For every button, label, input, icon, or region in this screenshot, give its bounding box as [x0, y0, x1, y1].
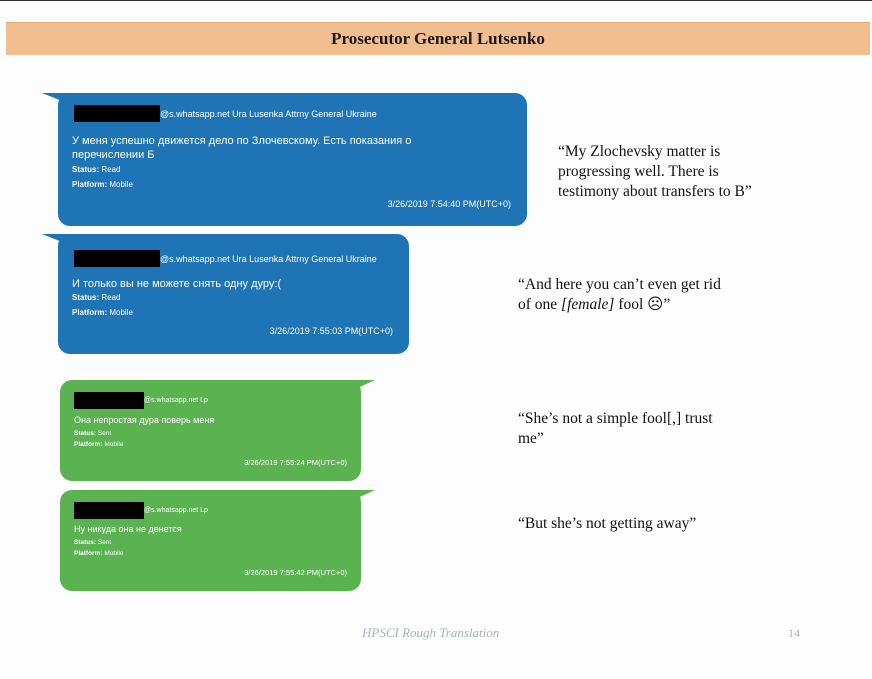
message-sender — [74, 105, 377, 122]
message-sender — [74, 502, 208, 519]
message-bubble-2 — [58, 234, 409, 354]
platform-label: Platform: — [72, 180, 108, 189]
message-bubble-4 — [60, 490, 361, 591]
platform-value: Mobile — [104, 550, 124, 557]
status-label: Status: — [72, 165, 100, 174]
translation-1 — [558, 142, 752, 202]
status-label: Status: — [74, 539, 97, 546]
status-label: Status: — [74, 430, 97, 437]
message-status — [74, 430, 111, 437]
message-platform — [74, 441, 124, 448]
platform-label: Platform: — [74, 550, 103, 557]
translation-emphasis: [female] — [561, 296, 615, 313]
platform-label: Platform: — [72, 308, 108, 317]
message-line: У меня успешно движется дело по Злочевскому. Есть показания о — [72, 135, 412, 147]
sender-text: @s.whatsapp.net Ura Lusenka Attrny General Ukraine — [160, 108, 377, 119]
translation-3 — [518, 409, 713, 449]
translation-line: me” — [518, 430, 544, 447]
message-bubble-1 — [58, 93, 527, 226]
message-text: Ну никуда она не денется — [74, 524, 182, 534]
status-value: Sent — [97, 430, 112, 437]
message-timestamp: 3/26/2019 7:55:42 PM(UTC+0) — [244, 568, 347, 577]
footer-text: HPSCI Rough Translation — [362, 625, 500, 640]
platform-value: Mobile — [104, 441, 124, 448]
translation-line: “She’s not a simple fool[,] trust — [518, 410, 713, 427]
message-status — [74, 539, 111, 546]
message-text: И только вы не можете снять одну дуру:( — [72, 278, 282, 290]
translation-fragment: fool ☹” — [618, 296, 671, 313]
message-platform — [72, 180, 133, 189]
message-bubble-3 — [60, 380, 361, 481]
platform-label: Platform: — [74, 441, 103, 448]
translation-line: “But she’s not getting away” — [518, 515, 697, 532]
translation-4 — [518, 514, 696, 534]
redaction-block — [74, 502, 144, 519]
message-sender — [74, 392, 208, 409]
sender-text: @s.whatsapp.net Lp — [144, 507, 208, 514]
message-status — [72, 293, 120, 302]
bubble-tail — [42, 93, 72, 105]
bubble-tail — [349, 380, 375, 392]
translation-line: “My Zlochevsky matter is — [558, 143, 721, 160]
platform-value: Mobile — [109, 308, 133, 317]
message-text: Она непростая дура поверь меня — [74, 415, 215, 425]
page-number: 14 — [788, 626, 800, 640]
redaction-block — [74, 105, 160, 122]
translation-line: progressing well. There is — [558, 163, 719, 180]
status-value: Read — [101, 165, 121, 174]
sender-text: @s.whatsapp.net Ura Lusenka Attrny General Ukraine — [160, 253, 377, 264]
status-label: Status: — [72, 293, 100, 302]
translation-line — [518, 295, 721, 315]
message-text — [72, 134, 411, 162]
page-title — [6, 22, 870, 55]
message-platform — [74, 550, 124, 557]
message-sender — [74, 250, 377, 267]
message-platform — [72, 308, 133, 317]
message-status — [72, 165, 120, 174]
message-line: перечислении Б — [72, 149, 155, 161]
bubble-tail — [349, 490, 375, 502]
redaction-block — [74, 250, 160, 267]
sender-text: @s.whatsapp.net Lp — [144, 397, 208, 404]
status-value: Read — [101, 293, 121, 302]
platform-value: Mobile — [109, 180, 133, 189]
page-title-text: Prosecutor General Lutsenko — [331, 29, 545, 48]
translation-fragment: of one — [518, 296, 558, 313]
top-rule — [0, 0, 872, 1]
translation-2 — [518, 275, 721, 315]
translation-line: testimony about transfers to B” — [558, 183, 752, 200]
redaction-block — [74, 392, 144, 409]
translation-line: “And here you can’t even get rid — [518, 276, 721, 293]
message-timestamp: 3/26/2019 7:54:40 PM(UTC+0) — [387, 199, 511, 209]
bubble-tail — [42, 234, 72, 246]
message-timestamp: 3/26/2019 7:55:24 PM(UTC+0) — [244, 458, 347, 467]
message-timestamp: 3/26/2019 7:55:03 PM(UTC+0) — [269, 326, 393, 336]
status-value: Sent — [97, 539, 112, 546]
